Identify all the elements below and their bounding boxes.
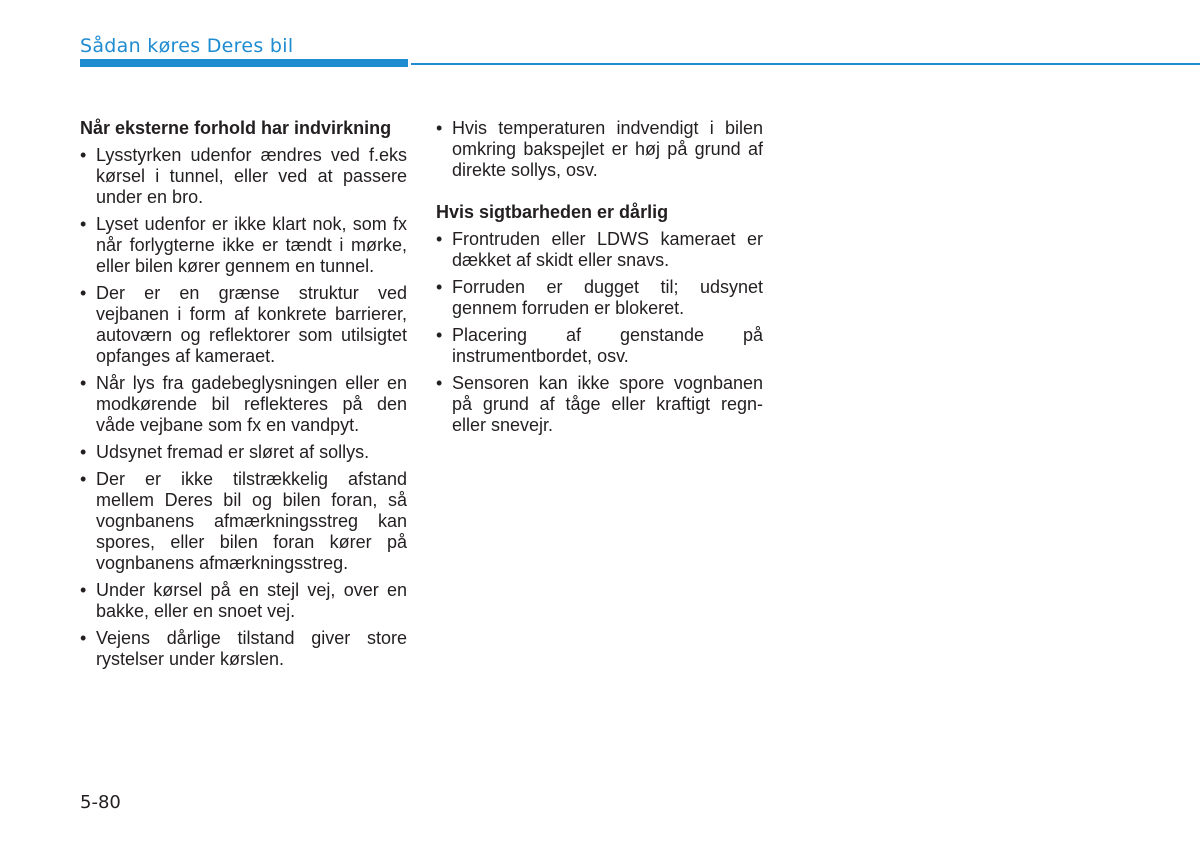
list-item	[80, 373, 407, 436]
bullet-icon: •	[80, 283, 87, 303]
section-heading-poor-visibility: Hvis sigtbarheden er dårlig	[436, 202, 669, 222]
list-item-text: Sensoren kan ikke spore vognbanen på grund af tåge eller kraftigt regn- eller snevejr.	[452, 373, 763, 435]
list-item-text: Frontruden eller LDWS kameraet er dækket af skidt eller snavs.	[452, 229, 763, 270]
bullet-icon: •	[80, 373, 87, 393]
header-rule-thin	[411, 63, 1200, 65]
list-item-text: Forruden er dugget til; udsynet gennem forruden er blokeret.	[452, 277, 763, 318]
bullet-icon: •	[80, 628, 87, 648]
list-item	[80, 469, 407, 574]
bullet-icon: •	[436, 118, 443, 138]
list-item	[80, 145, 407, 208]
section-heading-external-conditions: Når eksterne forhold har indvirkning	[80, 118, 392, 138]
poor-visibility-list	[436, 229, 763, 436]
list-item	[80, 214, 407, 277]
list-item-text: Når lys fra gadebeglysningen eller en modkørende bil reflekteres på den våde vejbane som fx en vandpyt.	[96, 373, 407, 435]
bullet-icon: •	[436, 277, 443, 297]
bullet-icon: •	[436, 373, 443, 393]
bullet-icon: •	[80, 442, 87, 462]
list-item	[80, 283, 407, 367]
external-conditions-list	[80, 145, 407, 670]
list-item-text: Placering af genstande på instrumentbordet, osv.	[452, 325, 763, 366]
list-item	[436, 229, 763, 271]
list-item	[80, 442, 407, 463]
list-item-text: Der er ikke tilstrækkelig afstand mellem Deres bil og bilen foran, så vognbanens afmærkningsstreg kan spores, eller bilen foran kører på vognbanens afmærkningsstreg.	[96, 469, 407, 573]
list-item-text: Vejens dårlige tilstand giver store rystelser under kørslen.	[96, 628, 407, 669]
list-item-text: Under kørsel på en stejl vej, over en bakke, eller en snoet vej.	[96, 580, 407, 621]
list-item	[80, 628, 407, 670]
list-item	[436, 325, 763, 367]
list-item-text: Udsynet fremad er sløret af sollys.	[96, 442, 370, 462]
list-item	[436, 277, 763, 319]
bullet-icon: •	[80, 580, 87, 600]
bullet-icon: •	[436, 325, 443, 345]
bullet-icon: •	[80, 469, 87, 489]
list-item-text: Hvis temperaturen indvendigt i bilen omkring bakspejlet er høj på grund af direkte sollys, osv.	[452, 118, 763, 180]
continued-conditions-list	[436, 118, 763, 181]
page-number: 5-80	[80, 792, 121, 813]
bullet-icon: •	[80, 145, 87, 165]
header-rule-thick	[80, 59, 408, 67]
right-column	[436, 118, 763, 442]
bullet-icon: •	[436, 229, 443, 249]
bullet-icon: •	[80, 214, 87, 234]
list-item-text: Lyset udenfor er ikke klart nok, som fx når forlygterne ikke er tændt i mørke, eller bilen kører gennem en tunnel.	[96, 214, 407, 276]
left-column	[80, 118, 407, 676]
list-item-text: Lysstyrken udenfor ændres ved f.eks kørsel i tunnel, eller ved at passere under en bro.	[96, 145, 407, 207]
list-item	[436, 373, 763, 436]
list-item	[436, 118, 763, 181]
list-item	[80, 580, 407, 622]
list-item-text: Der er en grænse struktur ved vejbanen i form af konkrete barrierer, autoværn og reflektorer som utilsigtet opfanges af kameraet.	[96, 283, 407, 366]
header-title: Sådan køres Deres bil	[80, 35, 294, 57]
